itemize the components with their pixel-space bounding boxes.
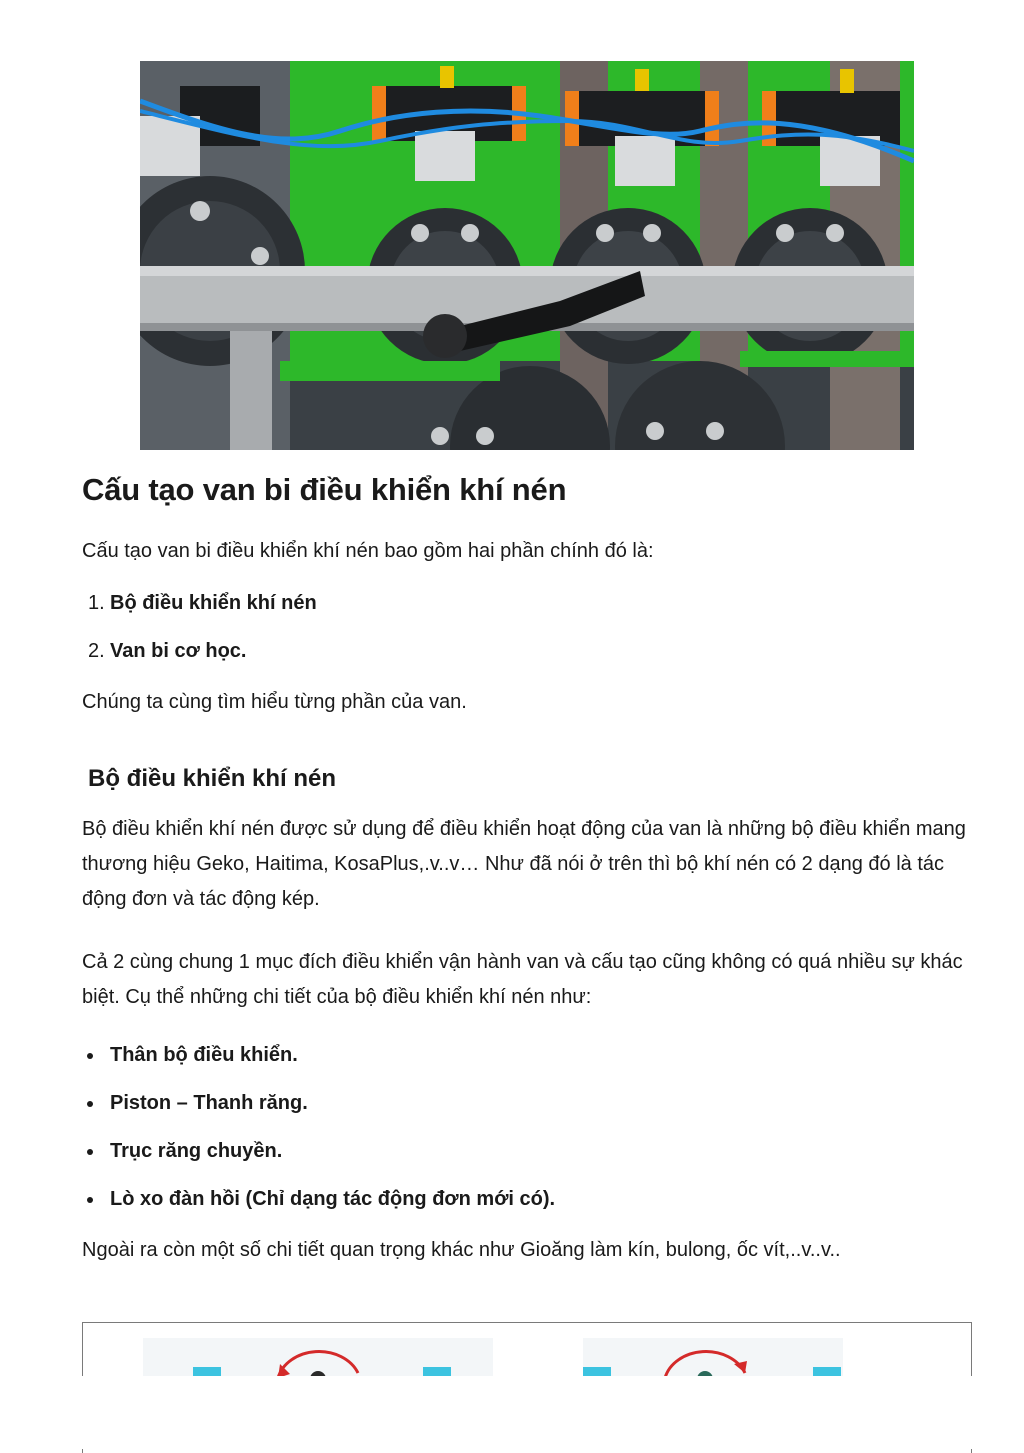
pneumatic-valve-photo-icon bbox=[140, 61, 914, 450]
list-item-label: Van bi cơ học. bbox=[110, 640, 247, 662]
list-item-label: Bộ điều khiển khí nén bbox=[110, 592, 317, 614]
list-item bbox=[82, 1089, 972, 1117]
section-heading: Bộ điều khiển khí nén bbox=[88, 765, 337, 792]
article bbox=[82, 468, 972, 1268]
section-paragraph-2: Cả 2 cùng chung 1 mục đích điều khiển vận hành van và cấu tạo cũng không có quá nhiều sự khác biệt. Cụ thể những chi tiết của bộ điều khiển khí nén như: bbox=[82, 951, 963, 1008]
list-item-label: Trục răng chuyền. bbox=[110, 1140, 283, 1162]
list-item-label: Lò xo đàn hồi (Chỉ dạng tác động đơn mới có). bbox=[110, 1188, 556, 1210]
closing-paragraph: Ngoài ra còn một số chi tiết quan trọng khác như Gioăng làm kín, bulong, ốc vít,..v..v.. bbox=[82, 1239, 841, 1261]
list-item bbox=[82, 589, 972, 617]
article-title: Cấu tạo van bi điều khiển khí nén bbox=[82, 472, 567, 507]
page-footer-space bbox=[0, 1376, 1024, 1449]
hero-photo bbox=[140, 61, 914, 450]
list-item bbox=[82, 1041, 972, 1069]
section-paragraph-1: Bộ điều khiển khí nén được sử dụng để điều khiển hoạt động của van là những bộ điều khiển mang thương hiệu Geko, Haitima, KosaPlus,.v..v… Như đã nói ở trên thì bộ khí nén có 2 dạng đó là tác động đơn và tác động kép. bbox=[82, 818, 966, 910]
parts-list bbox=[82, 589, 972, 665]
components-list bbox=[82, 1041, 972, 1213]
bullet-icon bbox=[87, 1053, 93, 1059]
list-item-label: Thân bộ điều khiển. bbox=[110, 1044, 298, 1066]
list-number: 2. bbox=[88, 640, 105, 662]
list-item bbox=[82, 1185, 972, 1213]
bullet-icon bbox=[87, 1197, 93, 1203]
list-item-label: Piston – Thanh răng. bbox=[110, 1092, 308, 1114]
list-item bbox=[82, 1137, 972, 1165]
list-number: 1. bbox=[88, 592, 105, 614]
transition-paragraph: Chúng ta cùng tìm hiểu từng phần của van. bbox=[82, 691, 467, 713]
bullet-icon bbox=[87, 1101, 93, 1107]
list-item bbox=[82, 637, 972, 665]
bullet-icon bbox=[87, 1149, 93, 1155]
intro-paragraph: Cấu tạo van bi điều khiển khí nén bao gồm hai phần chính đó là: bbox=[82, 540, 654, 562]
